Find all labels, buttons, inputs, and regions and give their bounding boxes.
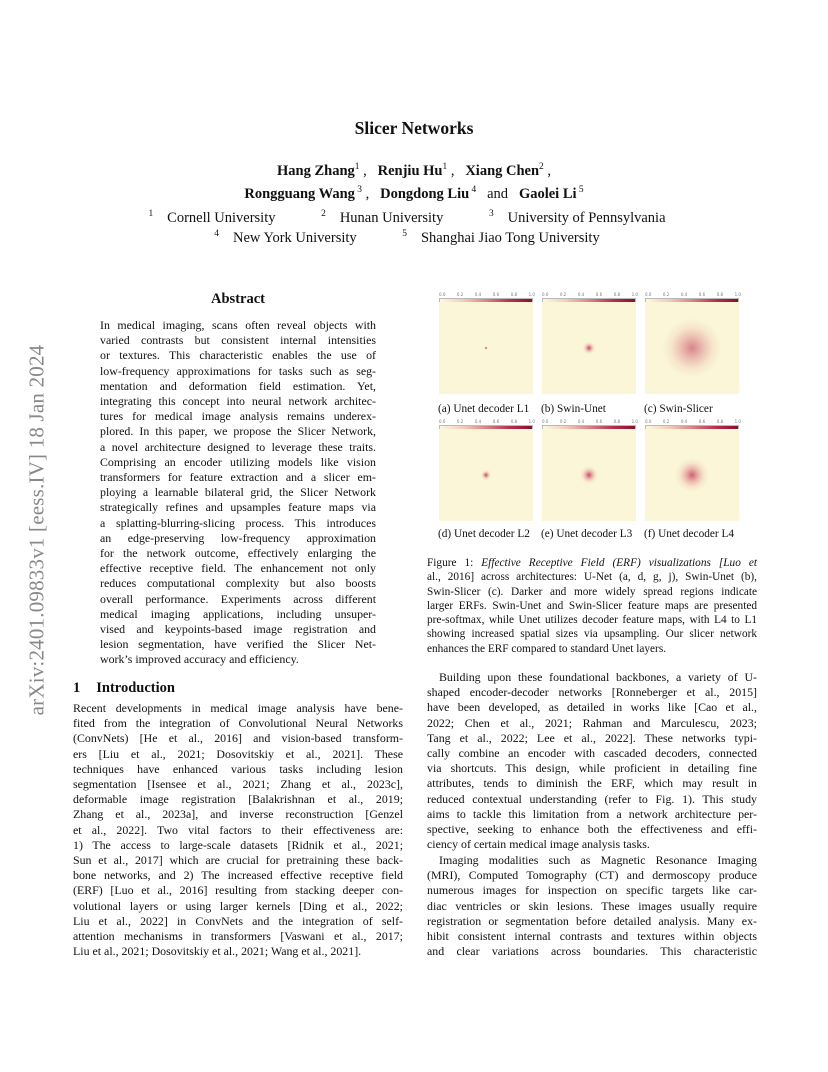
text-line: have been developed, as detailed in works like [Cao et al.,	[427, 700, 757, 715]
colorbar-tick: 0.4	[474, 419, 482, 424]
colorbar-tick: 0.6	[698, 292, 706, 297]
erf-heatmap	[542, 429, 636, 521]
text-line: (ConvNets) [He et al., 2016] and vision-based transform-	[73, 731, 403, 746]
colorbar-tick: 0.2	[662, 419, 670, 424]
colorbar-tick: 0.4	[474, 292, 482, 297]
text-line: overall performance. Experiments across different	[100, 591, 376, 606]
affiliations-line-1	[0, 210, 828, 227]
colorbar-tick: 0.0	[645, 419, 652, 424]
colorbar-ticks	[645, 292, 741, 298]
text-line: Comprising an encoder utilizing models like vision	[100, 454, 376, 469]
text-line: vised and keypoints-based image registration and	[100, 622, 376, 637]
caption-line	[427, 556, 757, 570]
colorbar-tick: 0.6	[595, 292, 603, 297]
affiliation: $^3$ University of Pennsylvania	[488, 209, 666, 226]
affiliation: $^2$ Hunan University	[321, 209, 444, 226]
text-line: or textures. This characteristic enables the use of	[100, 348, 376, 363]
text-line: registration or segmentation before detailed analysis. Many ex-	[427, 913, 757, 928]
text-line: diac ventricles or skin lesions. These images usually require	[427, 898, 757, 913]
text-line: In medical imaging, scans often reveal objects with	[100, 318, 376, 332]
text-line: Building upon these foundational backbones, a variety of U-	[439, 670, 757, 684]
text-line: Sun et al., 2017] which are crucial for pretraining these back-	[73, 853, 403, 868]
text-line: attention mechanisms in transformers [Vaswani et al., 2017;	[73, 929, 403, 944]
colorbar-tick: 0.6	[492, 419, 500, 424]
colorbar-ticks	[542, 419, 638, 425]
abstract-heading: Abstract	[211, 291, 265, 307]
text-line: tures for medical image analysis remains underex-	[100, 409, 376, 424]
caption-line: showing increased spatial sizes via upsampling. Our slicer network	[427, 628, 757, 641]
text-line: varied contrasts but consistent internal intensities	[100, 333, 376, 348]
text-line: strategically refines and upsamples feature maps via	[100, 500, 376, 515]
abstract-body	[100, 318, 376, 668]
colorbar-ticks	[439, 419, 535, 425]
text-line: work’s improved accuracy and efficiency.	[100, 652, 299, 667]
erf-heatmap	[439, 429, 533, 521]
colorbar-tick: 0.2	[456, 419, 464, 424]
text-line: Tang et al., 2022; Lee et al., 2022]. These networks typi-	[427, 730, 757, 745]
text-line: effective receptive field. The enhancement not only	[100, 561, 376, 576]
text-line: Liu et al., 2021; Dosovitskiy et al., 2021; Wang et al., 2021].	[73, 944, 362, 959]
text-line: volutional layers or using larger kernels [Ding et al., 2022;	[73, 898, 403, 913]
text-line: reduced contextual understanding (refer to Fig. 1). This study	[427, 791, 757, 806]
colorbar-tick: 0.8	[716, 292, 724, 297]
colorbar-tick: 0.0	[645, 292, 652, 297]
author: Dongdong Liu $^4$	[380, 185, 477, 202]
text-line: 2022; Chen et al., 2021; Rahman and Marculescu, 2023;	[427, 715, 757, 730]
text-line: segmentation [Isensee et al., 2021; Zhang et al., 2023c],	[73, 777, 403, 792]
intro-right-paragraph-2	[427, 853, 757, 959]
text-line: cally combine an encoder with cascaded decoders, connected	[427, 746, 757, 761]
text-line: shaped encoder-decoder networks [Ronneberger et al., 2015]	[427, 685, 757, 700]
colorbar-tick: 0.8	[613, 292, 621, 297]
text-line: attributes, tends to diminish the ERF, which may result in	[427, 776, 757, 791]
subfigure-label: (b) Swin-Unet	[541, 403, 606, 415]
text-line: ploying a learnable bilateral grid, the Slicer Network	[100, 485, 376, 500]
colorbar-tick: 0.2	[559, 419, 567, 424]
text-line: Zhang et al., 2023a], and inverse reconstruction [Genzel	[73, 807, 403, 822]
colorbar-tick: 1.0	[734, 419, 741, 424]
arxiv-id-text: arXiv:2401.09833v1 [eess.IV] 18 Jan 2024	[24, 344, 49, 716]
colorbar-ticks	[439, 292, 535, 298]
text-line: et al., 2022]. Two vital factors to their effectiveness are:	[73, 822, 403, 837]
colorbar-tick: 0.2	[456, 292, 464, 297]
section-number: 1	[73, 680, 81, 696]
author: Xiang Chen$^2$	[465, 162, 544, 179]
colorbar-tick: 0.4	[577, 419, 585, 424]
caption-line: enhances the ERF compared to standard Unet layers.	[427, 642, 667, 655]
section-title: Introduction	[96, 680, 175, 696]
author: Hang Zhang$^1$	[277, 162, 360, 179]
colorbar-ticks	[645, 419, 741, 425]
section-heading-introduction	[73, 680, 175, 697]
subfigure-label: (c) Swin-Slicer	[644, 403, 713, 415]
colorbar-tick: 0.8	[510, 292, 518, 297]
caption-line: larger ERFs. Swin-Unet and Swin-Slicer feature maps are presented	[427, 599, 757, 612]
colorbar-tick: 0.6	[595, 419, 603, 424]
caption-line: Swin-Slicer (c). Darker and more widely spread regions indicate	[427, 585, 757, 598]
text-line: aims to tackle this limitation from a network architecture per-	[427, 806, 757, 821]
figure-caption	[427, 556, 757, 656]
subfigure-label: (d) Unet decoder L2	[438, 528, 530, 540]
colorbar-tick: 1.0	[528, 292, 535, 297]
affiliation: $^5$ Shanghai Jiao Tong University	[402, 229, 600, 246]
text-line: a splatting-blurring-slicing process. This introduces	[100, 515, 376, 530]
colorbar-tick: 0.0	[542, 292, 549, 297]
affiliation: $^1$ Cornell University	[148, 209, 276, 226]
text-line: a novel architecture designed to leverage these traits.	[100, 439, 376, 454]
text-line: Liu et al., 2022] in ConvNets and the integration of self-	[73, 913, 403, 928]
erf-heatmap	[439, 302, 533, 394]
text-line: plored. In this paper, we propose the Slicer Network,	[100, 424, 376, 439]
text-line: transformers for feature extraction and a slicer em-	[100, 470, 376, 485]
text-line: spective, seeking to enhance both the effectiveness and effi-	[427, 822, 757, 837]
text-line: Imaging modalities such as Magnetic Resonance Imaging	[439, 853, 757, 867]
text-line: fited from the integration of Convolutional Neural Networks	[73, 716, 403, 731]
affiliations-line-2	[0, 230, 828, 247]
text-line: bone networks, and 2) The increased effective receptive field	[73, 868, 403, 883]
text-line: integrating this concept into neural network architec-	[100, 394, 376, 409]
colorbar-tick: 0.6	[698, 419, 706, 424]
text-line: for the network outcome, effectively enlarging the	[100, 546, 376, 561]
text-line: ciency of certain medical image analysis tasks.	[427, 837, 650, 852]
text-line: medical imaging applications, including unsuper-	[100, 606, 376, 621]
caption-prefix: Figure 1:	[427, 557, 482, 569]
colorbar-tick: 0.2	[662, 292, 670, 297]
text-line: low-frequency approximations for tasks such as seg-	[100, 363, 376, 378]
and-word: and	[487, 186, 509, 202]
text-line: numerous images for inspection on specific targets like car-	[427, 883, 757, 898]
colorbar-tick: 0.4	[680, 292, 688, 297]
text-line: hibit consistent internal contrasts and textures within objects	[427, 929, 757, 944]
text-line: deformable image registration [Balakrishnan et al., 2019;	[73, 792, 403, 807]
text-line: techniques have enhanced various tasks including lesion	[73, 761, 403, 776]
subfigure-label: (f) Unet decoder L4	[644, 528, 735, 540]
text-line: (ERF) [Luo et al., 2016] resulting from stacking deeper con-	[73, 883, 403, 898]
author-line-2: Rongguang Wang $^3$ , Dongdong Liu $^4$ and Gaolei Li $^5$	[244, 185, 584, 202]
text-line: ers [Liu et al., 2021; Dosovitskiy et al., 2021]. These	[73, 746, 403, 761]
colorbar-tick: 0.8	[716, 419, 724, 424]
caption-line: al., 2016] across architectures: U-Net (a, d, g, j), Swin-Unet (b),	[427, 571, 757, 584]
erf-heatmap	[645, 429, 739, 521]
colorbar-tick: 1.0	[528, 419, 535, 424]
colorbar-tick: 0.0	[542, 419, 549, 424]
colorbar-tick: 0.6	[492, 292, 500, 297]
caption-line-text: Effective Receptive Field (ERF) visualizations [Luo et	[481, 557, 757, 569]
colorbar-ticks	[542, 292, 638, 298]
colorbar-tick: 1.0	[631, 292, 638, 297]
text-line: reduces computational complexity but also boosts	[100, 576, 376, 591]
text-line: Recent developments in medical image analysis have bene-	[73, 701, 403, 715]
colorbar-tick: 1.0	[734, 292, 741, 297]
author: Rongguang Wang $^3$	[244, 185, 362, 202]
text-line: mentation and deformation field estimation. Yet,	[100, 378, 376, 393]
colorbar-tick: 0.8	[510, 419, 518, 424]
colorbar-tick: 0.8	[613, 419, 621, 424]
erf-heatmap	[542, 302, 636, 394]
author: Renjiu Hu$^1$	[377, 162, 448, 179]
intro-left-column	[73, 701, 403, 959]
caption-line: pre-softmax, while Unet utilizes decoder feature maps, with L4 to L1	[427, 614, 757, 627]
colorbar-tick: 0.0	[439, 292, 446, 297]
author: Gaolei Li $^5$	[518, 185, 584, 202]
text-line: an edge-preserving low-frequency approximation	[100, 530, 376, 545]
text-line: and clear variations across boundaries. This characteristic	[427, 944, 757, 959]
affiliation: $^4$ New York University	[214, 229, 357, 246]
text-line: (MRI), Computed Tomography (CT) and dermoscopy produce	[427, 868, 757, 883]
colorbar-tick: 1.0	[631, 419, 638, 424]
text-line: 1) The access to large-scale datasets [Ridnik et al., 2021;	[73, 837, 403, 852]
text-line: lesion segmentation, have verified the Slicer Net-	[100, 637, 376, 652]
intro-right-paragraph-1	[427, 670, 757, 852]
paper-title: Slicer Networks	[354, 118, 474, 138]
arxiv-identifier	[17, 290, 57, 770]
author-line-1: Hang Zhang$^1$ , Renjiu Hu$^1$ , Xiang Chen$^2$ ,	[277, 162, 551, 179]
colorbar-tick: 0.2	[559, 292, 567, 297]
text-line: via shortcuts. This design, while proficient in detailing fine	[427, 761, 757, 776]
colorbar-tick: 0.4	[680, 419, 688, 424]
erf-heatmap	[645, 302, 739, 394]
colorbar-tick: 0.0	[439, 419, 446, 424]
subfigure-label: (a) Unet decoder L1	[438, 403, 530, 415]
subfigure-label: (e) Unet decoder L3	[541, 528, 633, 540]
colorbar-tick: 0.4	[577, 292, 585, 297]
